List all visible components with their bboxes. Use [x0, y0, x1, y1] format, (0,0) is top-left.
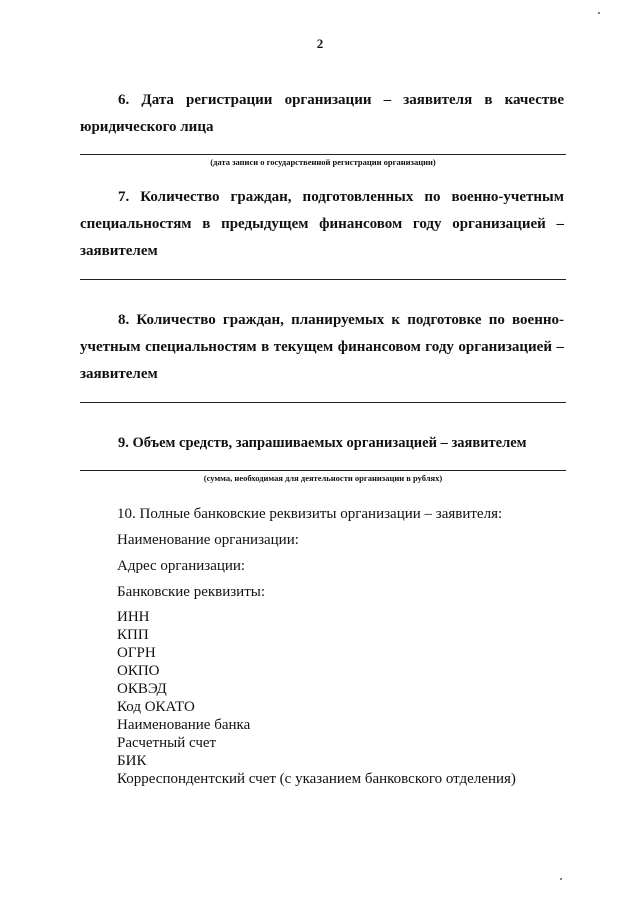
- requisite-item: Наименование банка: [117, 717, 251, 733]
- requisite-item: ОГРН: [117, 645, 156, 661]
- section-8-text: 8. Количество граждан, планируемых к подготовке по военно-учетным специальностям в текущем финансовом году организацией – заявителем: [80, 312, 564, 382]
- section-8-fill-line: [80, 402, 566, 403]
- requisite-item: КПП: [117, 627, 149, 643]
- scan-speck: [560, 878, 562, 880]
- scan-speck: [598, 12, 600, 14]
- page-number: 2: [316, 36, 324, 51]
- bank-requisites-list: [117, 608, 516, 788]
- requisite-item: ИНН: [117, 609, 150, 625]
- section-9-text: 9. Объем средств, запрашиваемых организацией – заявителем: [118, 435, 527, 451]
- section-7-fill-line: [80, 279, 566, 280]
- section-6-text: 6. Дата регистрации организации – заявителя в качестве юридического лица: [80, 92, 564, 135]
- bank-details-label: Банковские реквизиты:: [117, 584, 266, 600]
- section-10-heading: 10. Полные банковские реквизиты организации – заявителя:: [117, 506, 503, 522]
- section-6-fill-line: [80, 154, 566, 155]
- section-9-caption: (сумма, необходимая для деятельности организации в рублях): [203, 473, 443, 483]
- requisite-item: БИК: [117, 753, 147, 769]
- org-address-label: Адрес организации:: [117, 558, 246, 574]
- org-name-label: Наименование организации:: [117, 532, 299, 548]
- requisite-item: ОКПО: [117, 663, 160, 679]
- requisite-item: Расчетный счет: [117, 735, 217, 751]
- section-6-caption: (дата записи о государственной регистрации организации): [210, 157, 436, 167]
- requisite-item: Корреспондентский счет (с указанием банковского отделения): [117, 771, 516, 787]
- requisite-item: ОКВЭД: [117, 681, 167, 697]
- section-7-text: 7. Количество граждан, подготовленных по военно-учетным специальностям в предыдущем финансовом году организацией – заявителем: [80, 189, 564, 259]
- requisite-item: Код ОКАТО: [117, 699, 195, 715]
- section-9-fill-line: [80, 470, 566, 471]
